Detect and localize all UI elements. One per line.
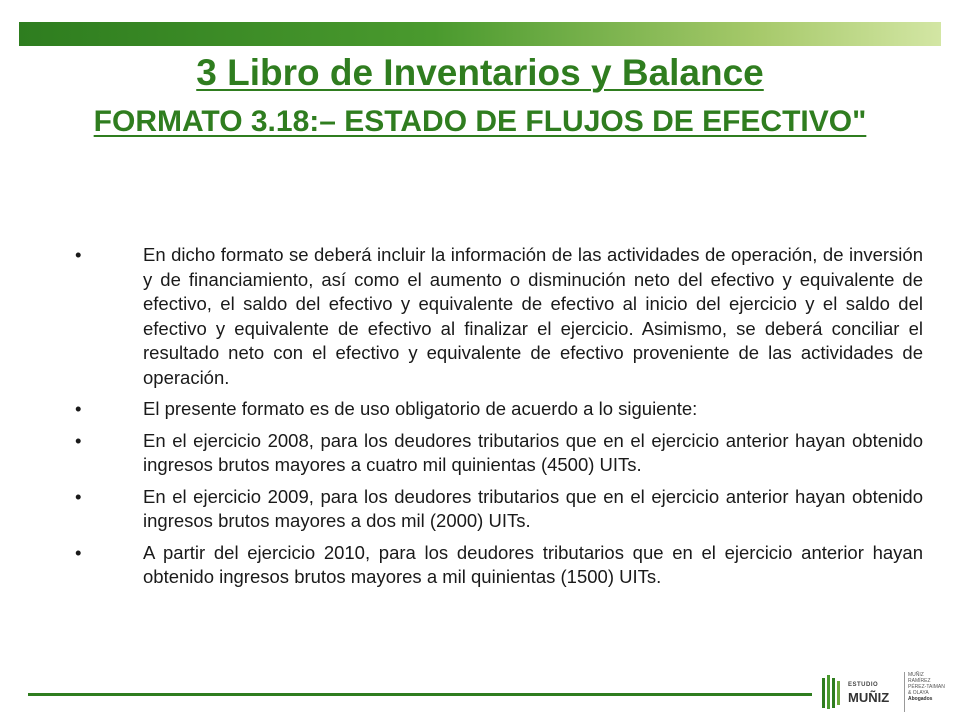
logo-mark-icon [820,672,846,712]
header-gradient-bar [19,22,941,46]
logo-abogados: Abogados [908,696,933,702]
bullet-text: En dicho formato se deberá incluir la información de las actividades de operación, de inversión y de financiamiento, así como el aumento o disminución neto del efectivo y equivalente de efectivo, el saldo del efectivo y equivalente de efectivo al inicio del ejercicio y el saldo del efectivo y equivalente de efectivo al finalizar el ejercicio. Asimismo, se deberá conciliar el resultado neto con el efectivo y equivalente de efectivo proveniente de las actividades de operación. [143,244,923,388]
bullet-text: En el ejercicio 2008, para los deudores tributarios que en el ejercicio anterior hayan obtenido ingresos brutos mayores a cuatro mil quinientas (4500) UITs. [143,429,923,475]
bullet-dot-icon: • [75,541,82,563]
bullet-text: El presente formato es de uso obligatorio de acuerdo a lo siguiente: [143,398,698,419]
bullet-dot-icon: • [75,485,82,507]
logo-partner: PÉREZ-TAIMAN [908,684,945,690]
bullet-item [72,429,923,478]
slide-title [60,50,900,142]
logo-partner: & OLAYA [908,690,929,696]
bullet-text: En el ejercicio 2009, para los deudores tributarios que en el ejercicio anterior hayan obtenido ingresos brutos mayores a dos mil (2000) UITs. [143,485,923,531]
logo-separator [904,672,905,712]
logo-studio-text: ESTUDIO [848,682,879,688]
title-line-2: FORMATO 3.18:– ESTADO DE FLUJOS DE EFECTIVO" [93,105,867,138]
logo-name-text: MUÑIZ [848,690,890,705]
logo-partner: RAMÍREZ [908,678,931,684]
title-line-1: 3 Libro de Inventarios y Balance [196,52,764,93]
logo-partner: MUÑIZ [908,672,924,678]
bullet-dot-icon: • [75,429,82,451]
bullet-dot-icon: • [75,244,82,265]
bullet-item [72,243,923,390]
bullet-item [72,397,923,422]
logo-partners [908,672,945,702]
footer-divider-line [28,693,812,696]
bullet-text: A partir del ejercicio 2010, para los deudores tributarios que en el ejercicio anterior hayan obtenido ingresos brutos mayores a mil quinientas (1500) UITs. [143,541,923,587]
bullet-item [72,541,923,590]
bullet-dot-icon: • [75,398,82,419]
estudio-muniz-logo [818,668,948,716]
bullet-item [72,485,923,534]
bullet-list [72,243,923,597]
